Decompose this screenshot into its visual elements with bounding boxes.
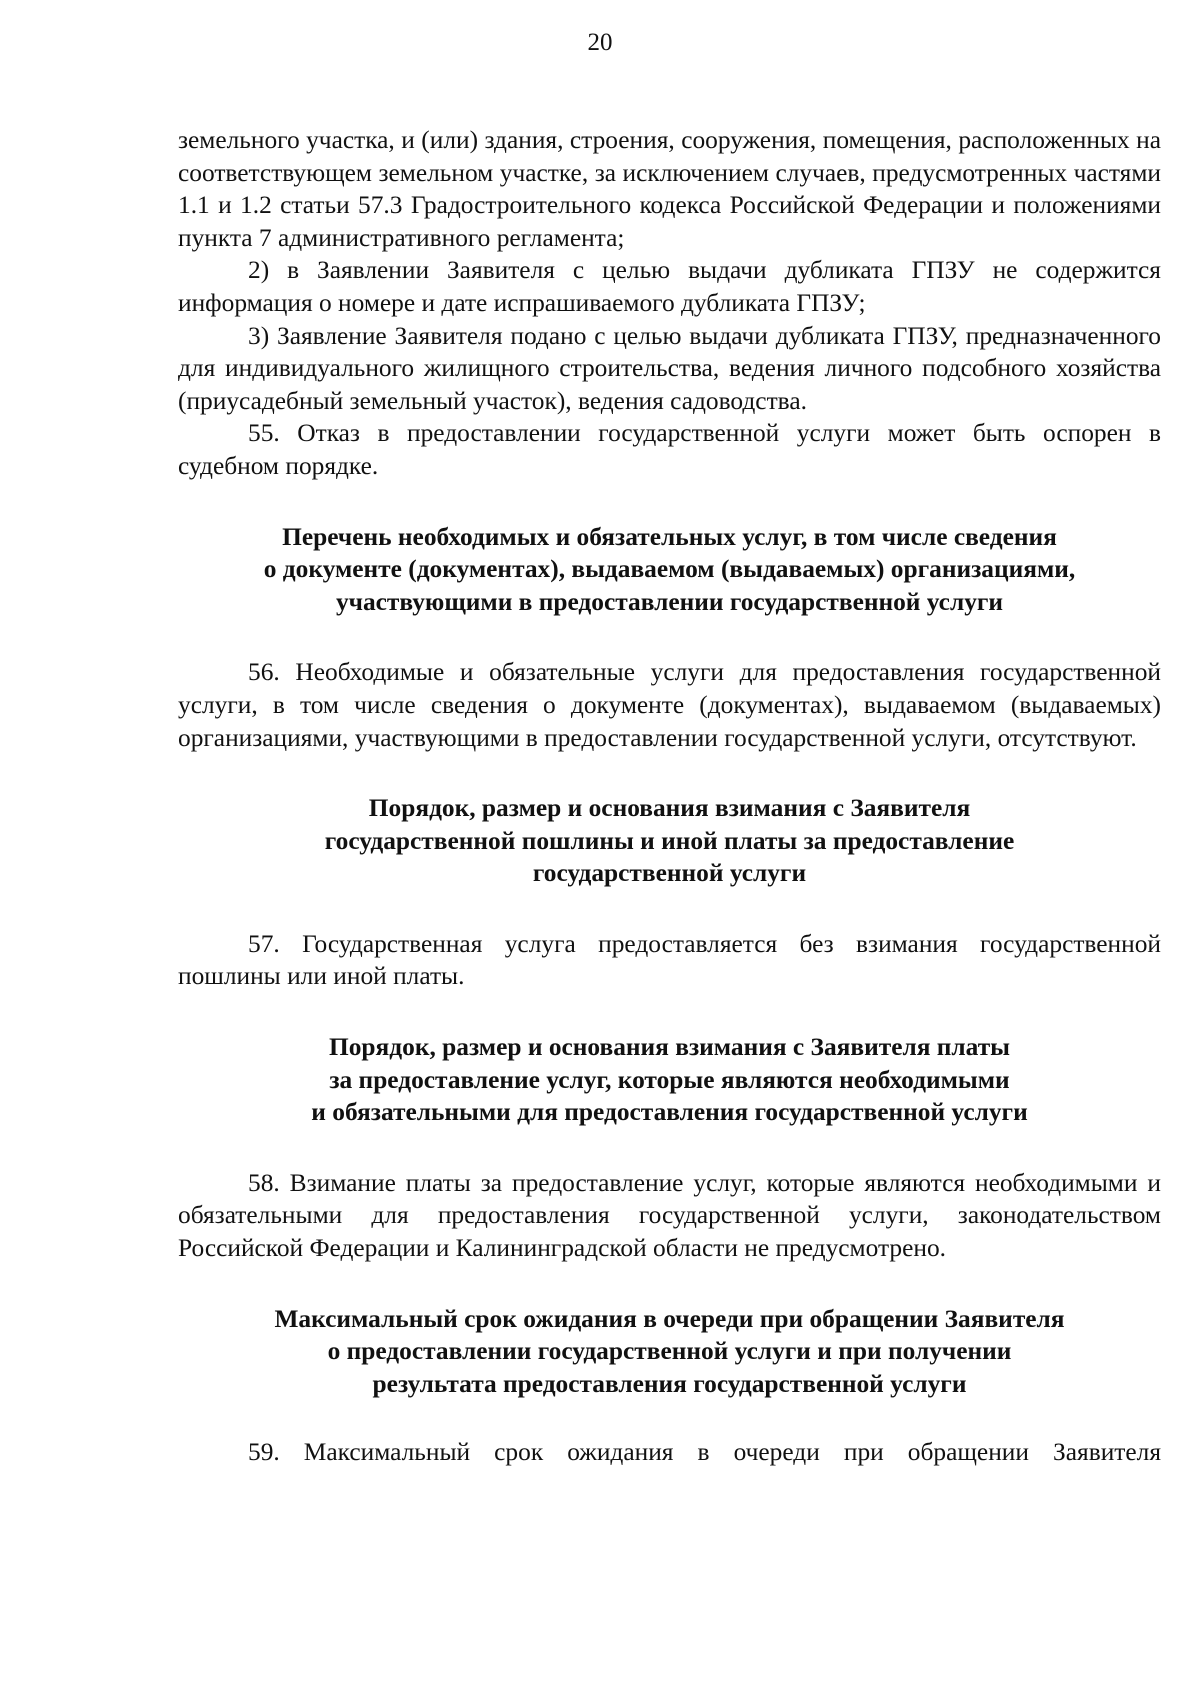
heading-service-fee <box>178 1031 1161 1129</box>
heading-line: Перечень необходимых и обязательных услуг, в том числе сведения <box>282 522 1057 551</box>
heading-line: за предоставление услуг, которые являются необходимыми <box>329 1065 1010 1094</box>
heading-line: Порядок, размер и основания взимания с Заявителя платы <box>328 1033 1011 1062</box>
heading-max-waiting-time <box>178 1303 1161 1401</box>
heading-line: результата предоставления государственной услуги <box>372 1369 967 1398</box>
heading-line: участвующими в предоставлении государственной услуги <box>335 587 1004 616</box>
paragraph-58: 58. Взимание платы за предоставление услуг, которые являются необходимыми и обязательными для предоставления государственной услуги, законодательством Российской Федерации и Калининградской области не предусмотрено. <box>178 1168 1161 1263</box>
paragraph-item-3: 3) Заявление Заявителя подано с целью выдачи дубликата ГПЗУ, предназначенного для индивидуального жилищного строительства, ведения личного подсобного хозяйства (приусадебный земельный участок), ведения садоводства. <box>178 321 1161 415</box>
paragraph-continuation: земельного участка, и (или) здания, строения, сооружения, помещения, расположенных на соответствующем земельном участке, за исключением случаев, предусмотренных частями 1.1 и 1.2 статьи 57.3 Градостроительного кодекса Российской Федерации и положениями пункта 7 административного регламента; <box>178 126 1161 252</box>
heading-line: Максимальный срок ожидания в очереди при обращении Заявителя <box>274 1304 1065 1333</box>
paragraph-56: 56. Необходимые и обязательные услуги для предоставления государственной услуги, в том числе сведения о документе (документах), выдаваемом (выдаваемых) организациями, участвующими в предоставлении государственной услуги, отсутствуют. <box>178 658 1161 752</box>
heading-line: государственной услуги <box>532 859 807 888</box>
heading-line: о документе (документах), выдаваемом (выдаваемых) организациями, <box>263 555 1076 584</box>
page-content <box>178 124 1161 1469</box>
heading-line: государственной пошлины и иной платы за предоставление <box>324 826 1015 855</box>
heading-line: о предоставлении государственной услуги и при получении <box>327 1337 1012 1366</box>
paragraph-item-2: 2) в Заявлении Заявителя с целью выдачи дубликата ГПЗУ не содержится информация о номере и дате испрашиваемого дубликата ГПЗУ; <box>178 256 1161 317</box>
page-number: 20 <box>587 29 613 56</box>
paragraph-59: 59. Максимальный срок ожидания в очереди при обращении Заявителя <box>248 1438 1161 1467</box>
heading-state-fee <box>178 792 1161 890</box>
paragraph-57: 57. Государственная услуга предоставляется без взимания государственной пошлины или иной платы. <box>178 929 1161 991</box>
heading-line: Порядок, размер и основания взимания с Заявителя <box>368 794 971 823</box>
heading-required-services <box>178 521 1161 619</box>
heading-line: и обязательными для предоставления государственной услуги <box>311 1098 1028 1127</box>
paragraph-55: 55. Отказ в предоставлении государственной услуги может быть оспорен в судебном порядке. <box>178 419 1161 480</box>
